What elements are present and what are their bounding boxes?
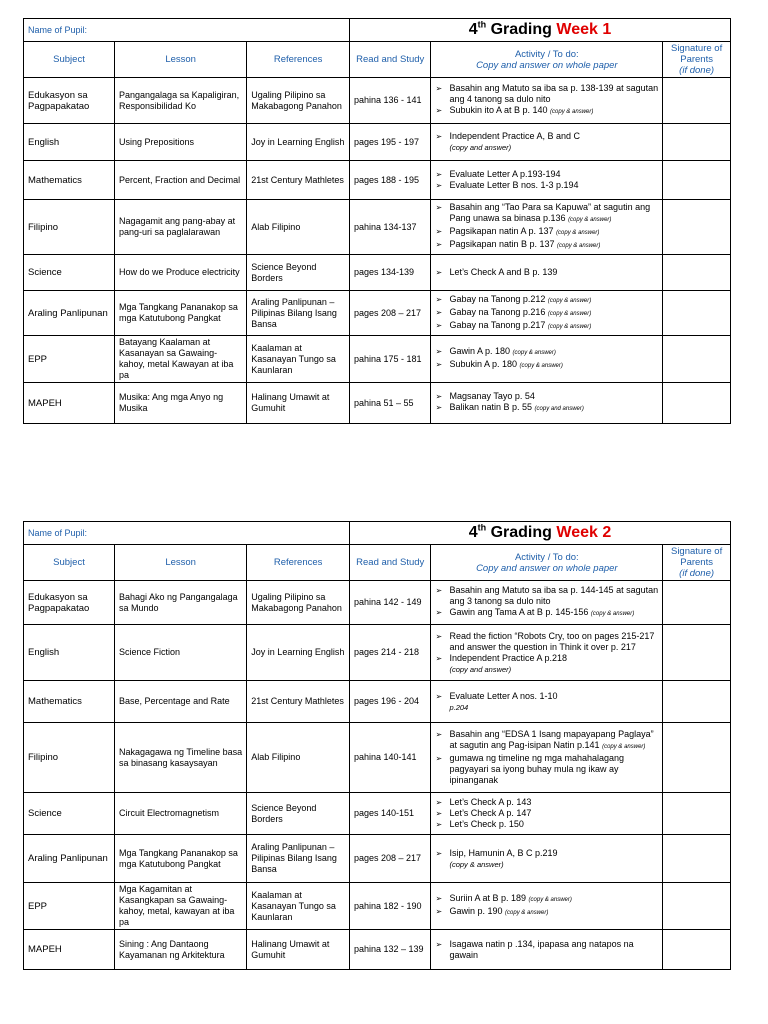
activity-item: [435, 691, 658, 702]
read-and-study-header: Read and Study: [349, 545, 430, 581]
activity-cell: [431, 161, 663, 200]
signature-cell[interactable]: [663, 581, 731, 625]
activity-item: [435, 131, 658, 142]
signature-cell[interactable]: [663, 883, 731, 930]
activity-note: (copy & answer): [557, 243, 601, 249]
pages-cell: pages 208 – 217: [349, 291, 430, 336]
signature-cell[interactable]: [663, 835, 731, 883]
activity-list: [435, 131, 658, 142]
subject-cell: Science: [24, 793, 115, 835]
lesson-cell: Sining : Ang Dantaong Kayamanan ng Arkitektura: [115, 930, 247, 970]
activity-followup-note: p.204: [449, 702, 469, 712]
activity-item: [435, 653, 658, 664]
table-row: [24, 336, 731, 383]
references-cell: Halinang Umawit at Gumuhit: [247, 383, 350, 424]
pages-cell: pahina 134-137: [349, 200, 430, 255]
activity-note: (copy & answer): [556, 230, 600, 236]
name-of-pupil-label: Name of Pupil:: [24, 522, 350, 545]
week-1-table: [23, 18, 731, 424]
signature-header-note: (if done): [679, 568, 715, 579]
activity-list: [435, 797, 658, 830]
subject-cell: English: [24, 124, 115, 161]
table-row: [24, 930, 731, 970]
activity-list: [435, 631, 658, 664]
lesson-cell: Science Fiction: [115, 625, 247, 681]
activity-item: [435, 631, 658, 653]
references-header: References: [247, 545, 350, 581]
activity-header-title: Activity / To do:: [514, 48, 579, 60]
signature-cell[interactable]: [663, 161, 731, 200]
subject-cell: Edukasyon sa Pagpapakatao: [24, 78, 115, 124]
activity-text: Gabay na Tanong p.217: [449, 319, 546, 330]
activity-note: (copy & answer): [590, 611, 635, 617]
activity-item: [435, 607, 658, 620]
grading-number: 4: [468, 524, 478, 541]
lesson-header: Lesson: [115, 42, 247, 78]
activity-list: [435, 893, 658, 919]
signature-cell[interactable]: [663, 200, 731, 255]
signature-header: [663, 42, 731, 78]
activity-text: Subukin A p. 180: [449, 359, 518, 369]
lesson-cell: Mga Tangkang Pananakop sa mga Katutubong Pangkat: [115, 835, 247, 883]
lesson-cell: Nagagamit ang pang-abay at pang-uri sa paglalarawan: [115, 200, 247, 255]
activity-text: Evaluate Letter A nos. 1-10: [449, 690, 558, 701]
activity-text: Gabay na Tanong p.212: [449, 293, 546, 304]
lesson-cell: Mga Kagamitan at Kasangkapan sa Gawaing-kahoy, metal, kawayan at iba pa: [115, 883, 247, 930]
activity-item: [435, 753, 658, 786]
references-cell: Ugaling Pilipino sa Makabagong Panahon: [247, 78, 350, 124]
grading-word: Grading: [490, 524, 552, 541]
activity-item: [435, 83, 658, 105]
activity-note: (copy & answer): [519, 363, 563, 369]
activity-item: [435, 359, 658, 372]
subject-cell: Araling Panlipunan: [24, 835, 115, 883]
activity-text: Evaluate Letter A p.193-194: [449, 169, 561, 179]
activity-cell: [431, 883, 663, 930]
references-cell: 21st Century Mathletes: [247, 681, 350, 723]
activity-item: [435, 239, 658, 252]
activity-text: Subukin ito A at B p. 140: [449, 105, 548, 115]
activity-cell: [431, 124, 663, 161]
activity-item: [435, 819, 658, 830]
pages-cell: pages 214 - 218: [349, 625, 430, 681]
table-row: [24, 883, 731, 930]
references-cell: Joy in Learning English: [247, 124, 350, 161]
activity-text: Gawin A p. 180: [449, 346, 510, 356]
grading-ordinal: th: [477, 19, 487, 30]
references-cell: Ugaling Pilipino sa Makabagong Panahon: [247, 581, 350, 625]
pages-cell: pahina 175 - 181: [349, 336, 430, 383]
activity-note: (copy & answer): [550, 109, 594, 115]
activity-text: gumawa ng timeline ng mga mahahalagang pagyayari sa iyong buhay mula ng ikaw ay ipinanganak: [449, 753, 625, 785]
pages-cell: pages 195 - 197: [349, 124, 430, 161]
table-row: [24, 161, 731, 200]
activity-list: [435, 585, 658, 620]
table-row: [24, 78, 731, 124]
table-row: [24, 383, 731, 424]
activity-header: [431, 545, 663, 581]
lesson-cell: Batayang Kaalaman at Kasanayan sa Gawaing-kahoy, metal Kawayan at iba pa: [115, 336, 247, 383]
activity-text: Read the fiction “Robots Cry, too on pages 215-217 and answer the question in Think it over p. 217: [449, 630, 655, 652]
activity-text: Basahin ang Matuto sa iba sa p. 144-145 at sagutan ang 3 tanong sa dulo nito: [449, 585, 659, 606]
activity-list: [435, 391, 658, 415]
activity-text: Let’s Check A p. 143: [449, 797, 532, 807]
activity-item: [435, 307, 658, 320]
activity-followup-note: (copy & answer): [449, 859, 504, 869]
activity-note: (copy & answer): [528, 897, 572, 903]
grading-number: 4: [468, 21, 478, 38]
activity-text: Isip, Hamunin A, B C p.219: [449, 847, 558, 858]
activity-item: [435, 346, 658, 359]
lesson-cell: Pangangalaga sa Kapaligiran, Responsibilidad Ko: [115, 78, 247, 124]
activity-list: [435, 267, 658, 278]
activity-text: Basahin ang “Tao Para sa Kapuwa” at sagutin ang Pang unawa sa binasa p.136: [449, 202, 651, 223]
activity-cell: [431, 835, 663, 883]
activity-item: [435, 402, 658, 415]
signature-cell[interactable]: [663, 124, 731, 161]
activity-header-note: Copy and answer on whole paper: [476, 59, 618, 71]
activity-list: [435, 691, 658, 702]
signature-cell[interactable]: [663, 336, 731, 383]
week-label: Week 1: [556, 21, 612, 38]
activity-item: [435, 202, 658, 226]
signature-header-note: (if done): [679, 65, 715, 76]
activity-item: [435, 848, 658, 859]
activity-text: Let’s Check A p. 147: [449, 808, 532, 818]
activity-cell: [431, 255, 663, 291]
activity-text: Let’s Check A and B p. 139: [449, 267, 558, 277]
signature-cell[interactable]: [663, 793, 731, 835]
activity-text: Gabay na Tanong p.216: [449, 306, 546, 317]
subject-cell: English: [24, 625, 115, 681]
activity-text: Gawin p. 190: [449, 906, 503, 916]
activity-item: [435, 294, 658, 307]
activity-note: (copy and answer): [534, 406, 584, 412]
activity-note: (copy & answer): [547, 323, 592, 330]
activity-list: [435, 848, 658, 859]
activity-cell: [431, 930, 663, 970]
grading-ordinal: th: [477, 522, 487, 533]
activity-item: [435, 105, 658, 118]
activity-note: (copy & answer): [505, 910, 549, 916]
subject-header: Subject: [24, 42, 115, 78]
activity-list: [435, 294, 658, 333]
activity-item: [435, 226, 658, 239]
activity-list: [435, 169, 658, 191]
pages-cell: pages 140-151: [349, 793, 430, 835]
lesson-cell: Bahagi Ako ng Pangangalaga sa Mundo: [115, 581, 247, 625]
pages-cell: pahina 136 - 141: [349, 78, 430, 124]
table-row: [24, 835, 731, 883]
activity-text: Independent Practice A p.218: [449, 652, 568, 663]
subject-cell: Filipino: [24, 200, 115, 255]
activity-item: [435, 585, 658, 607]
activity-header-title: Activity / To do:: [514, 551, 579, 563]
subject-cell: MAPEH: [24, 930, 115, 970]
activity-cell: [431, 336, 663, 383]
signature-header: [663, 545, 731, 581]
activity-list: [435, 729, 658, 786]
signature-header-title: Signature of Parents: [670, 43, 723, 65]
references-cell: Kaalaman at Kasanayan Tungo sa Kaunlaran: [247, 883, 350, 930]
activity-note: (copy & answer): [547, 297, 592, 304]
activity-item: [435, 391, 658, 402]
pages-cell: pages 196 - 204: [349, 681, 430, 723]
table-row: [24, 291, 731, 336]
grading-title: [349, 19, 730, 42]
activity-item: [435, 893, 658, 906]
table-row: [24, 255, 731, 291]
references-cell: 21st Century Mathletes: [247, 161, 350, 200]
activity-text: Pagsikapan natin B p. 137: [449, 239, 555, 249]
activity-text: Let’s Check p. 150: [449, 819, 524, 829]
lesson-cell: Musika: Ang mga Anyo ng Musika: [115, 383, 247, 424]
signature-cell[interactable]: [663, 383, 731, 424]
activity-text: Independent Practice A, B and C: [449, 131, 581, 141]
references-cell: Joy in Learning English: [247, 625, 350, 681]
activity-cell: [431, 723, 663, 793]
activity-cell: [431, 681, 663, 723]
activity-list: [435, 202, 658, 252]
activity-text: Gawin ang Tama A at B p. 145-156: [449, 607, 589, 617]
subject-cell: EPP: [24, 336, 115, 383]
grading-word: Grading: [490, 21, 552, 38]
subject-cell: Edukasyon sa Pagpapakatao: [24, 581, 115, 625]
subject-cell: MAPEH: [24, 383, 115, 424]
references-cell: Araling Panlipunan – Pilipinas Bilang Isang Bansa: [247, 291, 350, 336]
activity-note: (copy & answer): [568, 217, 612, 223]
lesson-cell: Percent, Fraction and Decimal: [115, 161, 247, 200]
week-label: Week 2: [556, 524, 612, 541]
activity-cell: [431, 793, 663, 835]
pages-cell: pahina 132 – 139: [349, 930, 430, 970]
signature-cell[interactable]: [663, 291, 731, 336]
pages-cell: pages 188 - 195: [349, 161, 430, 200]
signature-cell[interactable]: [663, 255, 731, 291]
subject-cell: EPP: [24, 883, 115, 930]
activity-item: [435, 906, 658, 919]
activity-cell: [431, 78, 663, 124]
references-cell: Araling Panlipunan – Pilipinas Bilang Isang Bansa: [247, 835, 350, 883]
subject-cell: Araling Panlipunan: [24, 291, 115, 336]
activity-item: [435, 180, 658, 191]
references-cell: Alab Filipino: [247, 200, 350, 255]
activity-note: (copy & answer): [547, 310, 592, 317]
lesson-header: Lesson: [115, 545, 247, 581]
lesson-cell: Circuit Electromagnetism: [115, 793, 247, 835]
table-row: [24, 581, 731, 625]
signature-cell[interactable]: [663, 723, 731, 793]
pages-cell: pahina 182 - 190: [349, 883, 430, 930]
lesson-cell: Base, Percentage and Rate: [115, 681, 247, 723]
pages-cell: pahina 140-141: [349, 723, 430, 793]
activity-text: Evaluate Letter B nos. 1-3 p.194: [449, 180, 579, 190]
name-of-pupil-label: Name of Pupil:: [24, 19, 350, 42]
lesson-cell: Nakagagawa ng Timeline basa sa binasang kasaysayan: [115, 723, 247, 793]
activity-text: Basahin ang Matuto sa iba sa p. 138-139 at sagutan ang 4 tanong sa dulo nito: [449, 83, 659, 104]
activity-cell: [431, 383, 663, 424]
activity-followup-note: (copy and answer): [449, 664, 512, 674]
table-row: [24, 625, 731, 681]
signature-cell[interactable]: [663, 625, 731, 681]
activity-text: Suriin A at B p. 189: [449, 893, 527, 903]
activity-text: Pagsikapan natin A p. 137: [449, 226, 554, 236]
pages-cell: pahina 142 - 149: [349, 581, 430, 625]
activity-text: Isagawa natin p .134, ipapasa ang natapos na gawain: [449, 938, 634, 960]
table-row: [24, 793, 731, 835]
references-cell: Halinang Umawit at Gumuhit: [247, 930, 350, 970]
activity-cell: [431, 625, 663, 681]
pages-cell: pages 134-139: [349, 255, 430, 291]
activity-list: [435, 346, 658, 372]
activity-item: [435, 267, 658, 278]
signature-cell[interactable]: [663, 930, 731, 970]
activity-item: [435, 169, 658, 180]
activity-cell: [431, 581, 663, 625]
references-header: References: [247, 42, 350, 78]
activity-note: (copy & answer): [602, 744, 646, 750]
signature-cell[interactable]: [663, 681, 731, 723]
signature-header-title: Signature of Parents: [670, 546, 723, 568]
activity-header-note: Copy and answer on whole paper: [476, 562, 618, 574]
activity-item: [435, 939, 658, 961]
table-row: [24, 200, 731, 255]
week-2-table: [23, 521, 731, 970]
activity-list: [435, 939, 658, 961]
subject-cell: Filipino: [24, 723, 115, 793]
activity-item: [435, 729, 658, 753]
lesson-cell: Mga Tangkang Pananakop sa mga Katutubong Pangkat: [115, 291, 247, 336]
subject-cell: Mathematics: [24, 681, 115, 723]
references-cell: Kaalaman at Kasanayan Tungo sa Kaunlaran: [247, 336, 350, 383]
grading-title: [349, 522, 730, 545]
table-row: [24, 124, 731, 161]
activity-text: Basahin ang “EDSA 1 Isang mapayapang Paglaya” at sagutin ang Pag-isipan Natin p.141: [449, 729, 654, 750]
subject-cell: Science: [24, 255, 115, 291]
subject-header: Subject: [24, 545, 115, 581]
activity-header: [431, 42, 663, 78]
pages-cell: pages 208 – 217: [349, 835, 430, 883]
references-cell: Science Beyond Borders: [247, 255, 350, 291]
activity-text: Magsanay Tayo p. 54: [449, 391, 535, 401]
activity-cell: [431, 200, 663, 255]
references-cell: Science Beyond Borders: [247, 793, 350, 835]
table-row: [24, 681, 731, 723]
read-and-study-header: Read and Study: [349, 42, 430, 78]
activity-item: [435, 808, 658, 819]
activity-item: [435, 797, 658, 808]
activity-followup-note: (copy and answer): [449, 143, 512, 152]
lesson-cell: How do we Produce electricity: [115, 255, 247, 291]
signature-cell[interactable]: [663, 78, 731, 124]
references-cell: Alab Filipino: [247, 723, 350, 793]
activity-cell: [431, 291, 663, 336]
table-row: [24, 723, 731, 793]
lesson-cell: Using Prepositions: [115, 124, 247, 161]
pages-cell: pahina 51 – 55: [349, 383, 430, 424]
activity-note: (copy & answer): [512, 350, 556, 356]
subject-cell: Mathematics: [24, 161, 115, 200]
activity-text: Balikan natin B p. 55: [449, 402, 533, 412]
activity-list: [435, 83, 658, 118]
activity-item: [435, 320, 658, 333]
